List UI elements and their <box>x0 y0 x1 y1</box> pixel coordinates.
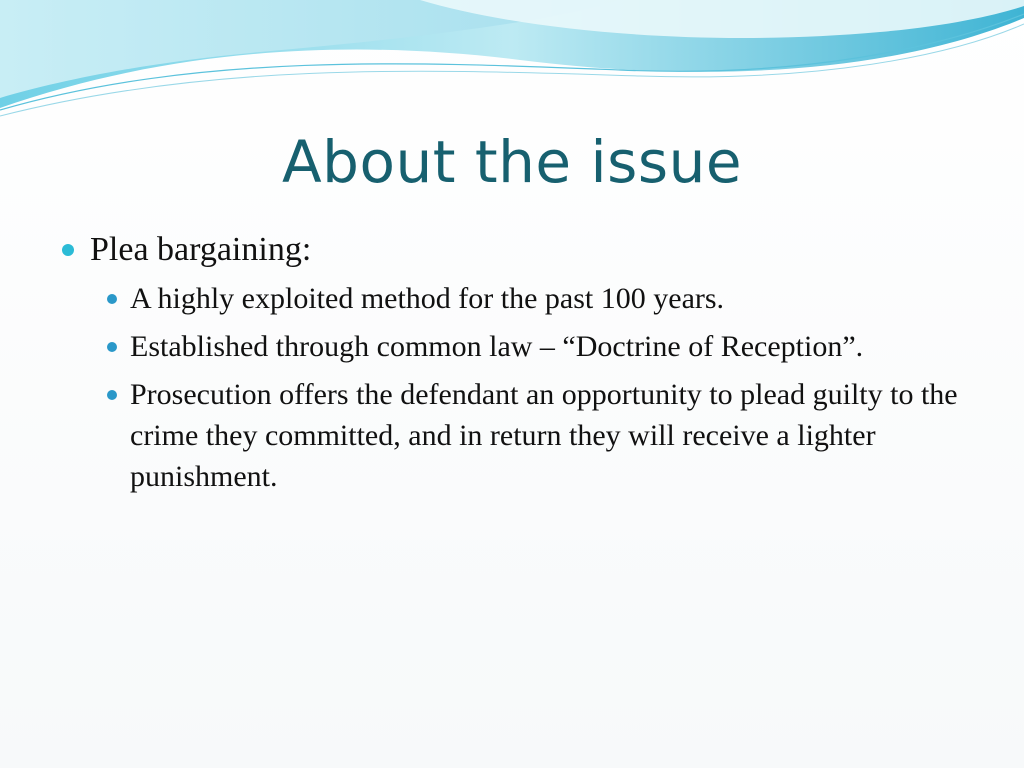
bullet-dot-icon <box>62 244 74 256</box>
decorative-wave-header <box>0 0 1024 130</box>
bullet-level1-text: Plea bargaining: <box>90 231 312 268</box>
sub-bullet-item <box>105 374 958 497</box>
sub-bullet-list <box>105 278 958 497</box>
sub-bullet-text: Established through common law – “Doctrine of Reception”. <box>130 330 864 363</box>
bullet-content <box>58 228 958 504</box>
slide-title: About the issue <box>281 128 743 196</box>
sub-bullet-dot-icon <box>107 342 117 352</box>
bullet-level1-item <box>58 228 958 272</box>
sub-bullet-item <box>105 326 958 367</box>
sub-bullet-text: A highly exploited method for the past 100 years. <box>130 282 725 315</box>
sub-bullet-item <box>105 278 958 319</box>
sub-bullet-dot-icon <box>107 390 117 400</box>
sub-bullet-text: Prosecution offers the defendant an opportunity to plead guilty to the crime they committed, and in return they will receive a lighter punishment. <box>130 378 958 493</box>
sub-bullet-dot-icon <box>107 294 117 304</box>
